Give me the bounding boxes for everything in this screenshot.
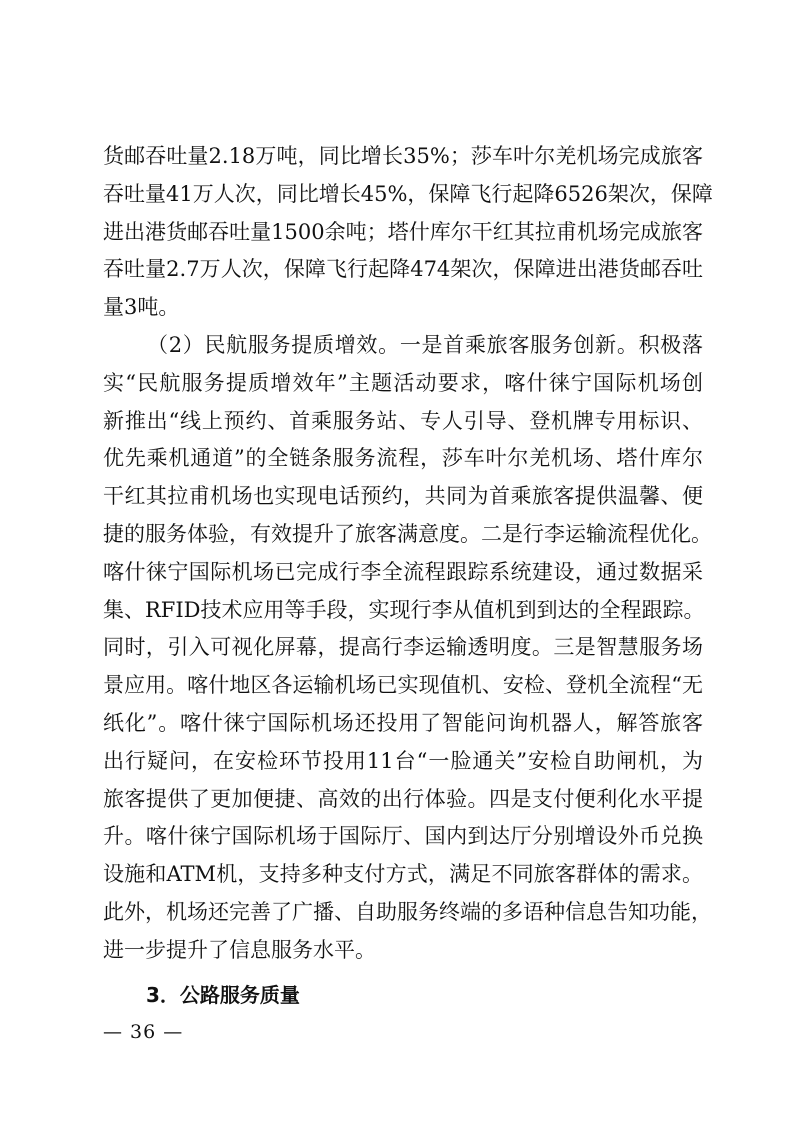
text-line: 量3吨。 bbox=[103, 295, 180, 320]
text-line: 货邮吞吐量2.18万吨，同比增长35%；莎车叶尔羌机场完成旅客 bbox=[103, 144, 703, 168]
text-line: 优先乘机通道”的全链条服务流程，莎车叶尔羌机场、塔什库尔 bbox=[103, 446, 703, 471]
text-line: 喀什徕宁国际机场已完成行李全流程跟踪系统建设，通过数据采 bbox=[103, 559, 703, 584]
text-line: 实“民航服务提质增效年”主题活动要求，喀什徕宁国际机场创 bbox=[103, 370, 703, 395]
section-heading: 3．公路服务质量 bbox=[146, 983, 300, 1007]
text-line: 捷的服务体验，有效提升了旅客满意度。二是行李运输流程优化。 bbox=[103, 521, 712, 546]
text-line: 集、RFID技术应用等手段，实现行李从值机到到达的全程跟踪。 bbox=[103, 597, 705, 622]
paragraph-airport-throughput bbox=[103, 138, 713, 327]
page-number: — 36 — bbox=[103, 1021, 184, 1043]
text-line: 此外，机场还完善了广播、自助服务终端的多语种信息告知功能， bbox=[103, 899, 712, 924]
text-line: 新推出“线上预约、首乘服务站、专人引导、登机牌专用标识、 bbox=[103, 408, 703, 433]
text-line: 进出港货邮吞吐量1500余吨；塔什库尔干红其拉甫机场完成旅客 bbox=[103, 219, 703, 244]
body-text bbox=[103, 138, 713, 970]
text-line: 升。喀什徕宁国际机场于国际厅、国内到达厅分别增设外币兑换 bbox=[103, 824, 703, 849]
text-line: 设施和ATM机，支持多种支付方式，满足不同旅客群体的需求。 bbox=[103, 862, 703, 887]
text-line: 吞吐量2.7万人次，保障飞行起降474架次，保障进出港货邮吞吐 bbox=[103, 257, 703, 282]
text-line: 纸化”。喀什徕宁国际机场还投用了智能问询机器人，解答旅客 bbox=[103, 710, 703, 735]
text-line: 吞吐量41万人次，同比增长45%，保障飞行起降6526架次，保障 bbox=[103, 181, 713, 206]
text-line: （2）民航服务提质增效。一是首乘旅客服务创新。积极落 bbox=[147, 332, 703, 357]
text-line: 干红其拉甫机场也实现电话预约，共同为首乘旅客提供温馨、便 bbox=[103, 484, 703, 509]
text-line: 同时，引入可视化屏幕，提高行李运输透明度。三是智慧服务场 bbox=[103, 635, 703, 660]
text-line: 旅客提供了更加便捷、高效的出行体验。四是支付便利化水平提 bbox=[103, 786, 703, 811]
text-line: 进一步提升了信息服务水平。 bbox=[103, 937, 376, 962]
paragraph-civil-aviation-service bbox=[103, 327, 712, 970]
text-line: 出行疑问，在安检环节投用11台“一脸通关”安检自助闸机，为 bbox=[103, 748, 703, 773]
text-line: 景应用。喀什地区各运输机场已实现值机、安检、登机全流程“无 bbox=[103, 673, 703, 698]
